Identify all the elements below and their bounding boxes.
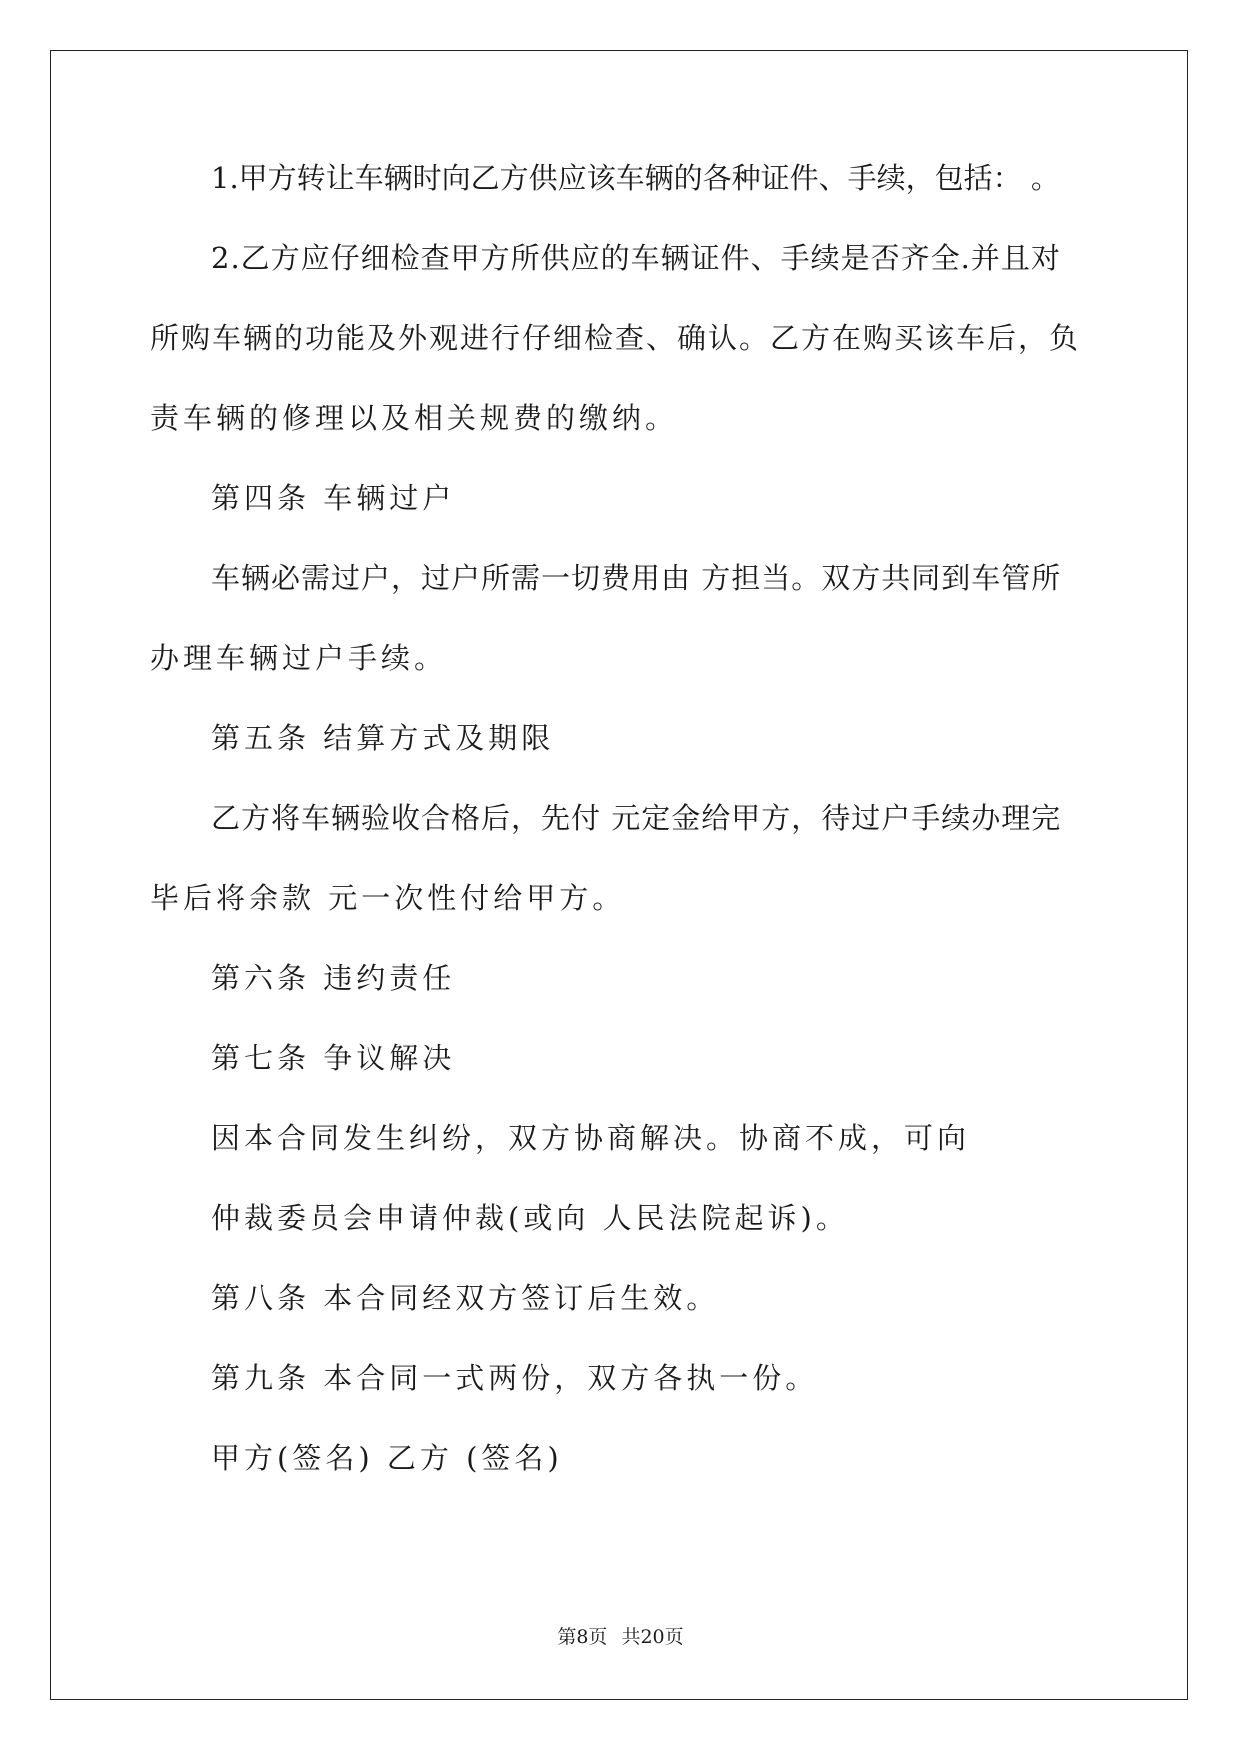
page-number-total: 共20页	[621, 1626, 684, 1648]
paragraph-line-9: 因本合同发生纠纷，双方协商解决。协商不成，可向	[211, 1121, 971, 1155]
paragraph-line-2: 2.乙方应仔细检查甲方所供应的车辆证件、手续是否齐全.并且对	[211, 241, 1061, 275]
page-number-current: 第8页	[557, 1626, 608, 1648]
signature-line: 甲方(签名) 乙方 (签名)	[211, 1441, 563, 1475]
paragraph-line-3: 所购车辆的功能及外观进行仔细检查、确认。乙方在购买该车后，负	[150, 321, 1081, 355]
section-heading-5: 第五条 结算方式及期限	[211, 721, 555, 755]
paragraph-line-6: 办理车辆过户手续。	[150, 641, 448, 675]
paragraph-line-1: 1.甲方转让车辆时向乙方供应该车辆的各种证件、手续，包括： 。	[211, 161, 1060, 195]
paragraph-line-4: 责车辆的修理以及相关规费的缴纳。	[150, 401, 679, 435]
section-heading-4: 第四条 车辆过户	[211, 481, 456, 515]
section-heading-8: 第八条 本合同经双方签订后生效。	[211, 1281, 720, 1315]
paragraph-line-5: 车辆必需过户，过户所需一切费用由 方担当。双方共同到车管所	[211, 561, 1062, 595]
section-heading-9: 第九条 本合同一式两份，双方各执一份。	[211, 1361, 819, 1395]
paragraph-line-10: 仲裁委员会申请仲裁(或向 人民法院起诉)。	[211, 1201, 849, 1235]
paragraph-line-8: 毕后将余款 元一次性付给甲方。	[150, 881, 626, 915]
section-heading-7: 第七条 争议解决	[211, 1041, 456, 1075]
page-footer	[0, 1622, 1241, 1649]
paragraph-line-7: 乙方将车辆验收合格后，先付 元定金给甲方，待过户手续办理完	[211, 801, 1062, 835]
section-heading-6: 第六条 违约责任	[211, 961, 456, 995]
